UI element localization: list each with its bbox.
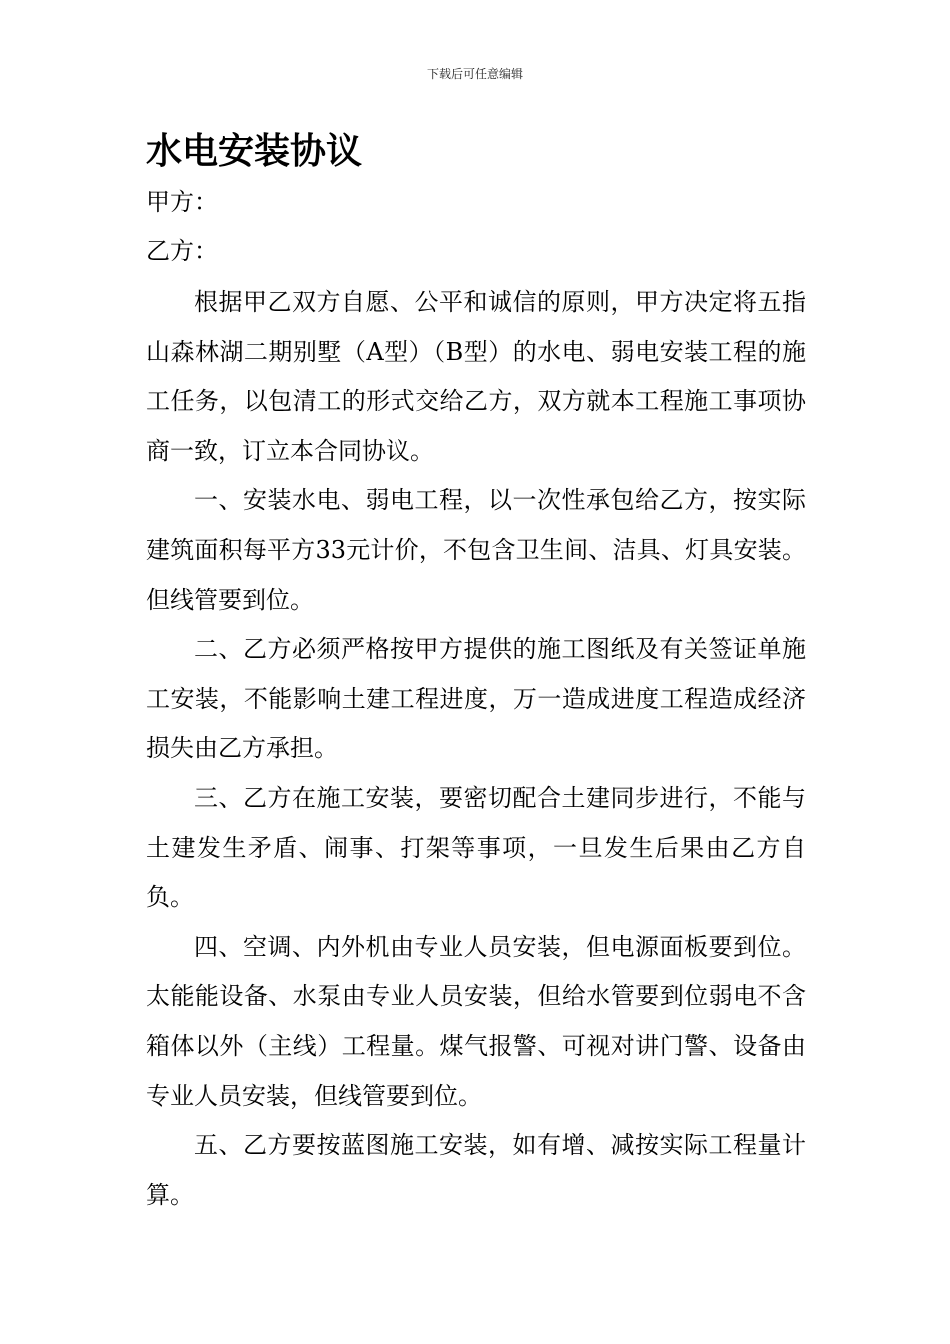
paragraph-clause-3: 三、乙方在施工安装，要密切配合土建同步进行，不能与土建发生矛盾、闹事、打架等事项，一旦发生后果由乙方自负。	[146, 783, 806, 912]
document-body	[146, 126, 806, 1220]
paragraph-clause-2: 二、乙方必须严格按甲方提供的施工图纸及有关签证单施工安装，不能影响土建工程进度，万一造成进度工程造成经济损失由乙方承担。	[146, 635, 806, 763]
paragraph-clause-5: 五、乙方要按蓝图施工安装，如有增、减按实际工程量计算。	[146, 1131, 806, 1209]
party-a-label: 甲方：	[146, 188, 218, 216]
document-title: 水电安装协议	[146, 131, 363, 172]
paragraph-clause-4: 四、空调、内外机由专业人员安装，但电源面板要到位。太能能设备、水泵由专业人员安装，但给水管要到位弱电不含箱体以外（主线）工程量。煤气报警、可视对讲门警、设备由专业人员安装，但线管要到位。	[146, 932, 806, 1110]
paragraph-clause-1: 一、安装水电、弱电工程，以一次性承包给乙方，按实际建筑面积每平方33元计价，不包含卫生间、洁具、灯具安装。但线管要到位。	[146, 486, 806, 614]
paragraph-intro: 根据甲乙双方自愿、公平和诚信的原则，甲方决定将五指山森林湖二期别墅（A型）（B型）的水电、弱电安装工程的施工任务，以包清工的形式交给乙方，双方就本工程施工事项协商一致，订立本合同协议。	[146, 288, 806, 465]
header-note: 下载后可任意编辑	[426, 67, 523, 81]
party-b-label: 乙方：	[146, 237, 218, 265]
